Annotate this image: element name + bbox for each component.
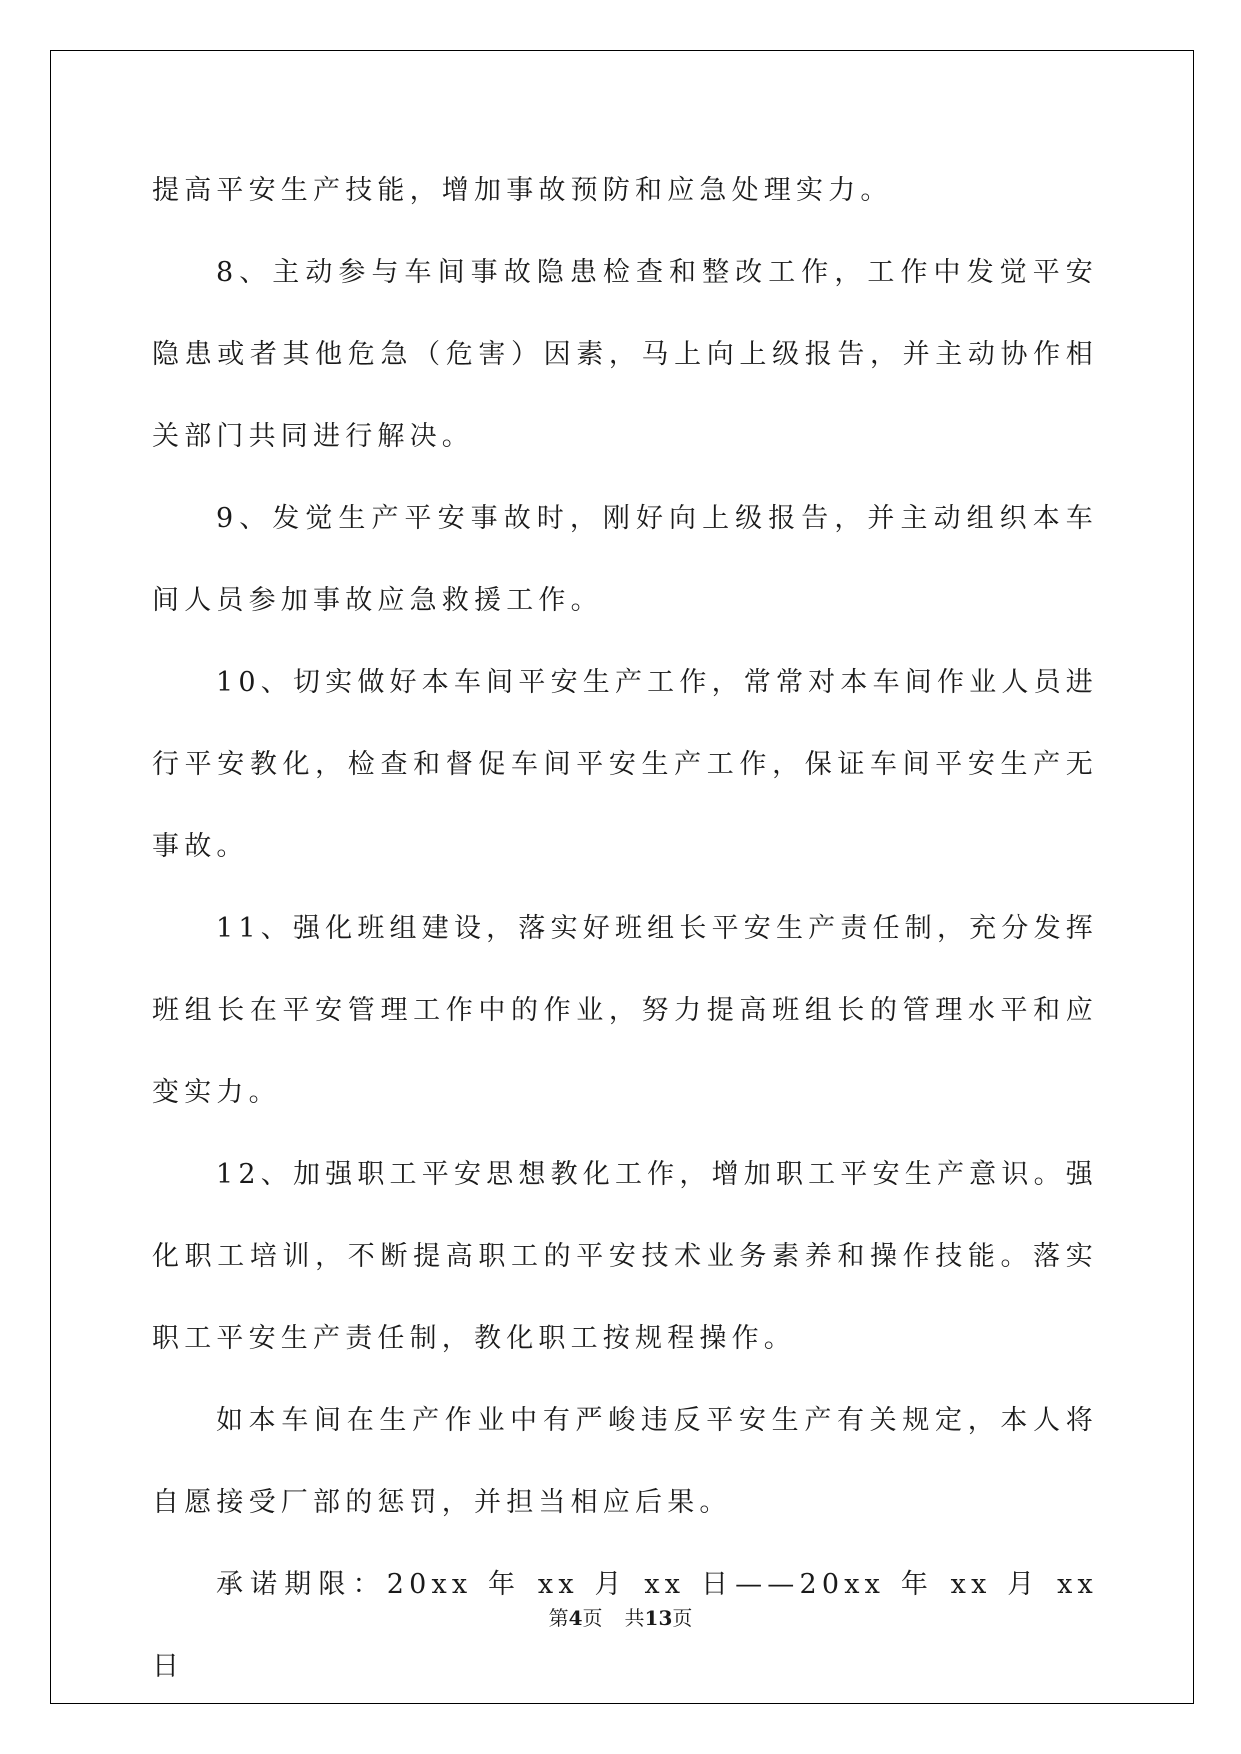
paragraph-item-11: 11、强化班组建设，落实好班组长平安生产责任制，充分发挥班组长在平安管理工作中的作业，努力提高班组长的管理水平和应变实力。 (152, 913, 1098, 1108)
paragraph-penalty-clause: 如本车间在生产作业中有严峻违反平安生产有关规定，本人将自愿接受厂部的惩罚，并担当相应后果。 (152, 1405, 1098, 1518)
paragraph-item-8: 8、主动参与车间事故隐患检查和整改工作，工作中发觉平安隐患或者其他危急（危害）因素，马上向上级报告，并主动协作相关部门共同进行解决。 (152, 257, 1098, 452)
paragraph-continuation: 提高平安生产技能，增加事故预防和应急处理实力。 (152, 175, 893, 206)
page-prefix: 第 (548, 1606, 569, 1630)
paragraph-item-12: 12、加强职工平安思想教化工作，增加职工平安生产意识。强化职工培训，不断提高职工的平安技术业务素养和操作技能。落实职工平安生产责任制，教化职工按规程操作。 (152, 1159, 1098, 1354)
total-prefix: 共 (624, 1606, 645, 1630)
total-suffix: 页 (672, 1606, 693, 1630)
paragraph-item-9: 9、发觉生产平安事故时，刚好向上级报告，并主动组织本车间人员参加事故应急救援工作。 (152, 503, 1098, 616)
page-footer (0, 1602, 1241, 1631)
paragraph-item-10: 10、切实做好本车间平安生产工作，常常对本车间作业人员进行平安教化，检查和督促车间平安生产工作，保证车间平安生产无事故。 (152, 667, 1098, 862)
document-body (152, 150, 1098, 1708)
page-number: 4 (568, 1606, 583, 1630)
paragraph-commitment-period: 承诺期限：20xx 年 xx 月 xx 日——20xx 年 xx 月 xx 日 (152, 1569, 1098, 1682)
total-pages: 13 (644, 1606, 673, 1630)
page-suffix: 页 (582, 1606, 603, 1630)
